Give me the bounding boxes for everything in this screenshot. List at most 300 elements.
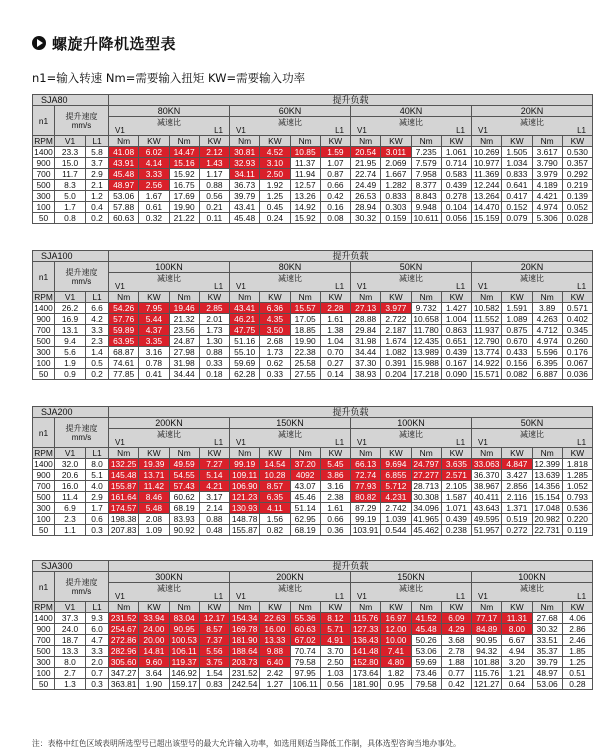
ratio-sub xyxy=(351,439,471,447)
table-row xyxy=(33,470,593,481)
rpm-value: 300 xyxy=(33,657,55,668)
nm-value: 119.37 xyxy=(169,657,199,668)
nm-value: 10.977 xyxy=(472,158,502,169)
n1-header: n1 xyxy=(33,262,55,292)
units-row xyxy=(33,136,593,147)
kw-value: 0.714 xyxy=(441,158,471,169)
nm-value: 17.218 xyxy=(411,369,441,380)
nm-value: 53.06 xyxy=(109,191,139,202)
ratio-sub xyxy=(472,283,592,291)
nm-value: 31.98 xyxy=(351,336,381,347)
nm-value: 51.16 xyxy=(230,336,260,347)
nm-header: Nm xyxy=(109,136,139,147)
kw-header: KW xyxy=(441,136,471,147)
rpm-value: 700 xyxy=(33,169,55,180)
ratio-sub xyxy=(230,593,350,601)
v1-value: 1.1 xyxy=(55,525,86,536)
kw-value: 0.544 xyxy=(381,525,411,536)
kw-value: 0.42 xyxy=(441,679,471,690)
load-value: 80KN xyxy=(230,262,351,273)
ratio-label: 减速比 xyxy=(278,583,303,593)
l1-value: 1.7 xyxy=(86,503,109,514)
l1-value: 8.0 xyxy=(86,459,109,470)
l1-value: 0.2 xyxy=(86,213,109,224)
rpm-value: 900 xyxy=(33,158,55,169)
nm-value: 46.21 xyxy=(230,314,260,325)
nm-header: Nm xyxy=(411,602,441,613)
kw-header: KW xyxy=(199,448,229,459)
v1-label: V1 xyxy=(236,125,246,135)
v1-value: 20.6 xyxy=(55,470,86,481)
nm-value: 51.957 xyxy=(472,525,502,536)
v1-label: V1 xyxy=(478,281,488,291)
rpm-value: 300 xyxy=(33,191,55,202)
nm-header: Nm xyxy=(109,602,139,613)
ratio-sub xyxy=(351,127,471,135)
nm-header: Nm xyxy=(532,136,562,147)
nm-value: 5.306 xyxy=(532,213,562,224)
nm-value: 30.81 xyxy=(230,147,260,158)
kw-header: KW xyxy=(502,448,532,459)
l1-value: 2.9 xyxy=(86,492,109,503)
nm-value: 45.462 xyxy=(411,525,441,536)
kw-value: 9.88 xyxy=(260,646,290,657)
kw-value: 0.583 xyxy=(441,169,471,180)
l1-header: L1 xyxy=(86,136,109,147)
nm-value: 62.28 xyxy=(230,369,260,380)
kw-header: KW xyxy=(320,292,350,303)
kw-value: 0.78 xyxy=(139,358,169,369)
nm-value: 45.48 xyxy=(411,624,441,635)
kw-value: 0.66 xyxy=(320,514,350,525)
nm-value: 66.13 xyxy=(351,459,381,470)
v1-label: V1 xyxy=(357,591,367,601)
kw-header: KW xyxy=(260,136,290,147)
nm-value: 4.974 xyxy=(532,202,562,213)
kw-value: 1.17 xyxy=(199,169,229,180)
kw-header: KW xyxy=(199,136,229,147)
nm-value: 10.269 xyxy=(472,147,502,158)
nm-value: 68.19 xyxy=(290,525,320,536)
nm-value: 90.95 xyxy=(169,624,199,635)
speed-unit: mm/s xyxy=(71,276,92,286)
nm-value: 28.713 xyxy=(411,481,441,492)
kw-value: 0.36 xyxy=(320,525,350,536)
kw-value: 1.43 xyxy=(199,158,229,169)
nm-value: 18.85 xyxy=(290,325,320,336)
nm-value: 4.263 xyxy=(532,314,562,325)
nm-value: 19.90 xyxy=(169,202,199,213)
ratio-label: 减速比 xyxy=(278,429,303,439)
kw-value: 4.14 xyxy=(139,158,169,169)
nm-value: 132.25 xyxy=(109,459,139,470)
kw-value: 12.17 xyxy=(199,613,229,624)
nm-value: 5.596 xyxy=(532,347,562,358)
speed-unit: mm/s xyxy=(71,120,92,130)
nm-value: 62.95 xyxy=(290,514,320,525)
kw-value: 3.10 xyxy=(260,158,290,169)
nm-value: 27.55 xyxy=(290,369,320,380)
nm-value: 20.54 xyxy=(351,147,381,158)
nm-value: 53.06 xyxy=(411,646,441,657)
l1-value: 4.0 xyxy=(86,481,109,492)
kw-value: 5.56 xyxy=(199,646,229,657)
nm-header: Nm xyxy=(532,448,562,459)
kw-value: 3.86 xyxy=(320,470,350,481)
rpm-value: 500 xyxy=(33,336,55,347)
kw-value: 1.07 xyxy=(320,158,350,169)
rpm-value: 500 xyxy=(33,180,55,191)
kw-header: KW xyxy=(562,448,592,459)
ratio-cell xyxy=(230,117,351,136)
table-row xyxy=(33,624,593,635)
v1-value: 23.3 xyxy=(55,147,86,158)
speed-header xyxy=(55,262,109,292)
load-value: 100KN xyxy=(351,418,472,429)
nm-value: 15.988 xyxy=(411,358,441,369)
nm-value: 20.982 xyxy=(532,514,562,525)
ratio-sub xyxy=(230,127,350,135)
v1-value: 6.9 xyxy=(55,503,86,514)
kw-value: 3.635 xyxy=(441,459,471,470)
nm-value: 101.88 xyxy=(472,657,502,668)
nm-value: 54.55 xyxy=(169,470,199,481)
kw-value: 0.439 xyxy=(441,180,471,191)
nm-value: 24.49 xyxy=(351,180,381,191)
nm-value: 14.356 xyxy=(532,481,562,492)
nm-value: 37.20 xyxy=(290,459,320,470)
ratio-sub xyxy=(230,439,350,447)
kw-header: KW xyxy=(381,136,411,147)
v1-value: 1.9 xyxy=(55,358,86,369)
page-title-row xyxy=(32,34,176,52)
kw-value: 1.04 xyxy=(320,336,350,347)
nm-header: Nm xyxy=(169,602,199,613)
l1-header: L1 xyxy=(86,448,109,459)
kw-value: 6.35 xyxy=(260,492,290,503)
kw-value: 4.91 xyxy=(320,635,350,646)
nm-value: 174.57 xyxy=(109,503,139,514)
units-row xyxy=(33,602,593,613)
kw-value: 8.57 xyxy=(260,481,290,492)
kw-value: 0.439 xyxy=(441,514,471,525)
kw-value: 4.37 xyxy=(139,325,169,336)
kw-value: 0.641 xyxy=(502,180,532,191)
kw-value: 0.77 xyxy=(441,668,471,679)
kw-header: KW xyxy=(199,292,229,303)
nm-value: 12.57 xyxy=(290,180,320,191)
kw-value: 1.21 xyxy=(502,668,532,679)
kw-value: 1.587 xyxy=(441,492,471,503)
nm-value: 33.063 xyxy=(472,459,502,470)
kw-header: KW xyxy=(199,602,229,613)
ratio-label: 减速比 xyxy=(157,117,181,127)
kw-value: 0.056 xyxy=(441,213,471,224)
nm-value: 50.26 xyxy=(411,635,441,646)
ratio-label: 减速比 xyxy=(157,273,182,283)
kw-value: 0.220 xyxy=(562,514,592,525)
ratio-label: 减速比 xyxy=(278,117,302,127)
kw-value: 0.159 xyxy=(381,213,411,224)
kw-value: 8.57 xyxy=(199,624,229,635)
l1-label: L1 xyxy=(335,437,345,447)
kw-value: 4.231 xyxy=(381,492,411,503)
kw-value: 0.439 xyxy=(441,347,471,358)
header-row xyxy=(33,572,593,583)
nm-value: 38.967 xyxy=(472,481,502,492)
kw-value: 1.089 xyxy=(502,314,532,325)
footnote: 注：表格中红色区域表明所选型号已超出该型号的最大允许输入功率，如选用则适当降低工作制，具体选型咨询当地办事处。 xyxy=(32,739,461,748)
legend-text: n1=输入转速 Nm=需要输入扭矩 KW=需要输入功率 xyxy=(32,71,306,85)
kw-value: 0.536 xyxy=(562,503,592,514)
l1-value: 1.4 xyxy=(86,347,109,358)
nm-value: 103.91 xyxy=(351,525,381,536)
rpm-value: 700 xyxy=(33,481,55,492)
table-row xyxy=(33,613,593,624)
ratio-cell xyxy=(351,583,472,602)
kw-value: 0.61 xyxy=(139,202,169,213)
kw-value: 0.402 xyxy=(562,314,592,325)
v1-value: 11.7 xyxy=(55,169,86,180)
table-row xyxy=(33,481,593,492)
kw-value: 0.082 xyxy=(502,369,532,380)
nm-value: 45.46 xyxy=(290,492,320,503)
kw-header: KW xyxy=(139,292,169,303)
rpm-value: 1400 xyxy=(34,303,53,313)
nm-value: 67.02 xyxy=(290,635,320,646)
l1-header: L1 xyxy=(86,292,109,303)
v1-label: V1 xyxy=(115,591,125,601)
kw-value: 0.62 xyxy=(260,358,290,369)
load-value: 150KN xyxy=(351,572,472,583)
model-name: SJA80 xyxy=(33,95,109,106)
kw-value: 1.285 xyxy=(562,470,592,481)
nm-value: 7.958 xyxy=(411,169,441,180)
kw-value: 3.68 xyxy=(441,635,471,646)
nm-value: 6.887 xyxy=(532,369,562,380)
nm-header: Nm xyxy=(230,136,260,147)
nm-value: 12.790 xyxy=(472,336,502,347)
nm-value: 17.69 xyxy=(169,191,199,202)
kw-value: 2.42 xyxy=(260,668,290,679)
rpm-header: RPM xyxy=(34,136,53,146)
kw-value: 0.28 xyxy=(562,679,592,690)
nm-value: 63.95 xyxy=(109,336,139,347)
kw-value: 0.51 xyxy=(562,668,592,679)
header-row xyxy=(33,418,593,429)
ratio-label: 减速比 xyxy=(520,273,545,283)
speed-header xyxy=(55,106,109,136)
rpm-value: 50 xyxy=(33,369,55,380)
nm-value: 99.19 xyxy=(351,514,381,525)
kw-value: 10.28 xyxy=(260,470,290,481)
kw-value: 7.95 xyxy=(139,303,169,314)
nm-value: 7.579 xyxy=(411,158,441,169)
kw-value: 0.875 xyxy=(502,325,532,336)
ratio-sub xyxy=(109,127,229,135)
load-value: 80KN xyxy=(109,106,230,117)
rpm-header: RPM xyxy=(34,448,53,458)
ratio-label: 减速比 xyxy=(157,429,182,439)
rpm-value: 700 xyxy=(33,635,55,646)
l1-value: 2.0 xyxy=(86,657,109,668)
nm-value: 41.52 xyxy=(411,613,441,624)
nm-value: 70.74 xyxy=(290,646,320,657)
ratio-cell xyxy=(472,429,593,448)
nm-header: Nm xyxy=(472,602,502,613)
l1-value: 0.3 xyxy=(86,525,109,536)
kw-value: 2.069 xyxy=(381,158,411,169)
kw-value: 1.427 xyxy=(441,303,471,314)
nm-value: 22.38 xyxy=(290,347,320,358)
nm-value: 3.89 xyxy=(532,303,562,314)
kw-value: 5.712 xyxy=(381,481,411,492)
kw-value: 2.14 xyxy=(199,503,229,514)
kw-value: 0.036 xyxy=(562,369,592,380)
nm-header: Nm xyxy=(472,448,502,459)
nm-value: 60.63 xyxy=(109,213,139,224)
ratio-cell xyxy=(109,429,230,448)
nm-value: 13.639 xyxy=(532,470,562,481)
kw-value: 2.50 xyxy=(320,657,350,668)
kw-value: 1.004 xyxy=(441,314,471,325)
nm-header: Nm xyxy=(351,448,381,459)
kw-value: 4.29 xyxy=(441,624,471,635)
nm-value: 30.32 xyxy=(532,624,562,635)
kw-value: 3.70 xyxy=(320,646,350,657)
kw-value: 1.88 xyxy=(441,657,471,668)
v1-value: 15.0 xyxy=(55,158,86,169)
load-value: 150KN xyxy=(230,418,351,429)
kw-value: 1.85 xyxy=(562,646,592,657)
ratio-sub xyxy=(109,439,229,447)
v1-label: V1 xyxy=(236,281,246,291)
nm-value: 305.60 xyxy=(109,657,139,668)
l1-label: L1 xyxy=(214,437,224,447)
v1-label: V1 xyxy=(115,281,125,291)
nm-value: 115.76 xyxy=(472,668,502,679)
kw-value: 0.66 xyxy=(320,180,350,191)
rpm-header: RPM xyxy=(34,292,53,302)
v1-label: V1 xyxy=(115,437,125,447)
kw-header: KW xyxy=(320,136,350,147)
nm-header: Nm xyxy=(290,136,320,147)
speed-header xyxy=(55,572,109,602)
nm-value: 121.23 xyxy=(230,492,260,503)
selection-table xyxy=(32,560,593,690)
nm-value: 48.97 xyxy=(532,668,562,679)
nm-value: 43.07 xyxy=(290,481,320,492)
kw-value: 7.37 xyxy=(199,635,229,646)
nm-value: 45.48 xyxy=(109,169,139,180)
ratio-cell xyxy=(109,117,230,136)
ratio-sub xyxy=(472,127,592,135)
table-row xyxy=(33,646,593,657)
nm-value: 83.93 xyxy=(169,514,199,525)
nm-value: 10.582 xyxy=(472,303,502,314)
nm-value: 136.43 xyxy=(351,635,381,646)
nm-value: 57.43 xyxy=(169,481,199,492)
kw-value: 4.52 xyxy=(260,147,290,158)
nm-value: 12.435 xyxy=(411,336,441,347)
nm-header: Nm xyxy=(472,292,502,303)
kw-header: KW xyxy=(381,448,411,459)
rpm-value: 50 xyxy=(33,679,55,690)
ratio-cell xyxy=(351,429,472,448)
nm-value: 25.58 xyxy=(290,358,320,369)
kw-value: 0.21 xyxy=(199,202,229,213)
kw-value: 1.667 xyxy=(381,169,411,180)
kw-value: 0.11 xyxy=(199,213,229,224)
v1-label: V1 xyxy=(115,125,125,135)
v1-value: 13.1 xyxy=(55,325,86,336)
kw-value: 0.56 xyxy=(320,679,350,690)
load-header: 提升负载 xyxy=(109,561,593,572)
nm-value: 231.52 xyxy=(230,668,260,679)
kw-value: 0.272 xyxy=(502,525,532,536)
nm-value: 30.308 xyxy=(411,492,441,503)
rpm-value: 50 xyxy=(33,213,55,224)
kw-value: 14.81 xyxy=(139,646,169,657)
kw-value: 2.742 xyxy=(381,503,411,514)
l1-value: 5.8 xyxy=(86,147,109,158)
speed-label: 提升速度 xyxy=(65,267,98,277)
nm-value: 155.87 xyxy=(230,525,260,536)
nm-header: Nm xyxy=(472,136,502,147)
ratio-label: 减速比 xyxy=(520,429,545,439)
ratio-row xyxy=(33,429,593,448)
kw-value: 22.63 xyxy=(260,613,290,624)
nm-header: Nm xyxy=(411,448,441,459)
rpm-value: 300 xyxy=(33,347,55,358)
nm-value: 203.73 xyxy=(230,657,260,668)
rpm-value: 100 xyxy=(33,514,55,525)
kw-value: 1.034 xyxy=(502,158,532,169)
nm-value: 27.13 xyxy=(351,303,381,314)
kw-value: 8.12 xyxy=(320,613,350,624)
nm-value: 49.59 xyxy=(169,459,199,470)
nm-header: Nm xyxy=(351,136,381,147)
kw-value: 0.83 xyxy=(199,679,229,690)
kw-value: 6.09 xyxy=(441,613,471,624)
kw-value: 3.427 xyxy=(502,470,532,481)
table-row xyxy=(33,657,593,668)
ratio-cell xyxy=(351,273,472,292)
kw-header: KW xyxy=(502,292,532,303)
nm-header: Nm xyxy=(169,448,199,459)
kw-value: 0.417 xyxy=(502,191,532,202)
kw-value: 0.41 xyxy=(139,369,169,380)
kw-value: 0.260 xyxy=(562,336,592,347)
load-value: 50KN xyxy=(351,262,472,273)
load-header: 提升负载 xyxy=(109,251,593,262)
nm-value: 77.17 xyxy=(472,613,502,624)
kw-value: 24.00 xyxy=(139,624,169,635)
kw-value: 0.530 xyxy=(562,147,592,158)
ratio-sub xyxy=(472,593,592,601)
v1-value: 37.3 xyxy=(55,613,86,624)
v1-value: 5.6 xyxy=(55,347,86,358)
l1-value: 6.0 xyxy=(86,624,109,635)
nm-value: 8.377 xyxy=(411,180,441,191)
kw-value: 14.54 xyxy=(260,459,290,470)
nm-value: 15.57 xyxy=(290,303,320,314)
kw-value: 2.856 xyxy=(502,481,532,492)
nm-value: 43.41 xyxy=(230,303,260,314)
nm-value: 10.85 xyxy=(290,147,320,158)
play-circle-icon xyxy=(32,36,46,50)
l1-label: L1 xyxy=(577,437,587,447)
